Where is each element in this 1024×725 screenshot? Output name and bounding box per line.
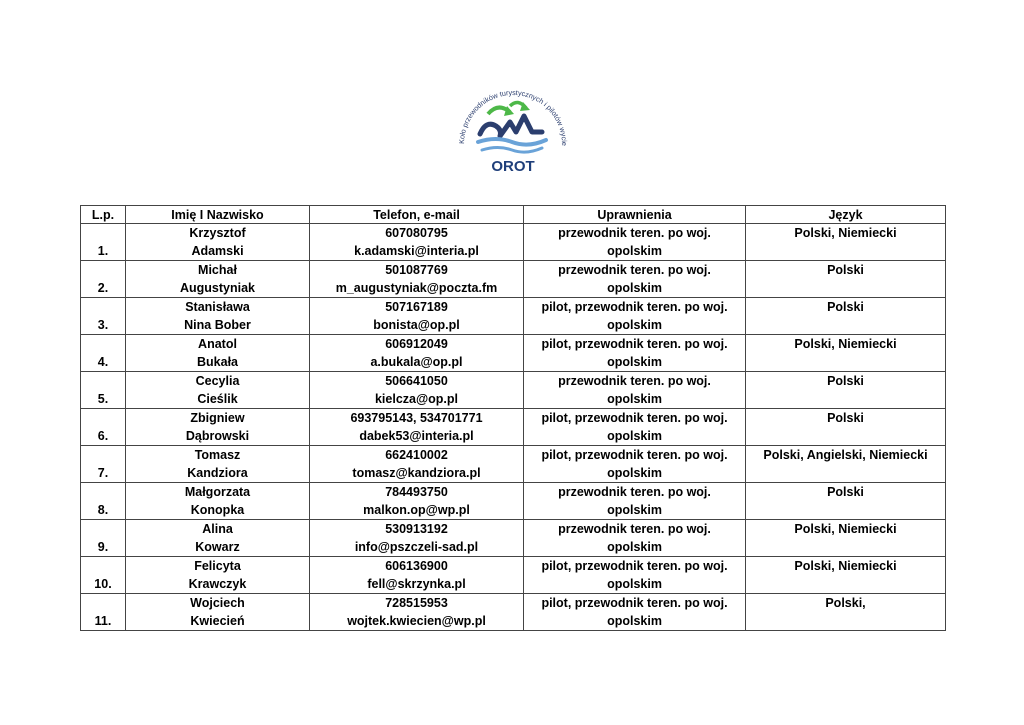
permission-line-1: przewodnik teren. po woj. — [558, 226, 711, 240]
last-name: Kwiecień — [190, 614, 245, 628]
permission-line-1: pilot, przewodnik teren. po woj. — [541, 596, 728, 610]
last-name: Adamski — [191, 244, 244, 258]
guide-name — [126, 298, 310, 335]
first-name: Zbigniew — [190, 411, 245, 425]
permission-line-1: przewodnik teren. po woj. — [558, 374, 711, 388]
row-number — [81, 409, 126, 446]
guide-languages — [746, 335, 946, 372]
guide-name — [126, 224, 310, 261]
guide-contact — [310, 594, 524, 631]
permission-line-2: opolskim — [607, 577, 662, 591]
guide-contact — [310, 409, 524, 446]
language-list: Polski, Niemiecki — [794, 559, 897, 573]
table-row — [81, 557, 946, 594]
row-number — [81, 446, 126, 483]
language-list: Polski, Angielski, Niemiecki — [763, 448, 928, 462]
guide-permissions — [524, 298, 746, 335]
first-name: Wojciech — [190, 596, 245, 610]
email-address: dabek53@interia.pl — [359, 429, 474, 443]
table-row — [81, 446, 946, 483]
row-number-text: 1. — [97, 244, 109, 258]
table-row — [81, 483, 946, 520]
permission-line-2: opolskim — [607, 281, 662, 295]
guide-name — [126, 520, 310, 557]
guide-name — [126, 372, 310, 409]
guide-permissions — [524, 483, 746, 520]
last-name: Nina Bober — [184, 318, 251, 332]
header-lp: L.p. — [81, 206, 126, 224]
guide-languages — [746, 520, 946, 557]
header-permissions: Uprawnienia — [524, 206, 746, 224]
phone-number: 607080795 — [385, 226, 448, 240]
last-name: Dąbrowski — [185, 429, 250, 443]
guide-permissions — [524, 409, 746, 446]
language-list: Polski, Niemiecki — [794, 522, 897, 536]
first-name: Krzysztof — [189, 226, 246, 240]
email-address: fell@skrzynka.pl — [367, 577, 466, 591]
language-list: Polski, — [825, 596, 866, 610]
header-contact: Telefon, e-mail — [310, 206, 524, 224]
guide-languages — [746, 372, 946, 409]
permission-line-1: pilot, przewodnik teren. po woj. — [541, 448, 728, 462]
email-address: bonista@op.pl — [373, 318, 460, 332]
last-name: Augustyniak — [179, 281, 255, 295]
permission-line-1: pilot, przewodnik teren. po woj. — [541, 559, 728, 573]
guide-contact — [310, 335, 524, 372]
email-address: info@pszczeli-sad.pl — [354, 540, 479, 554]
header-name: Imię I Nazwisko — [126, 206, 310, 224]
table-row — [81, 298, 946, 335]
row-number-text: 3. — [97, 318, 109, 332]
table-row — [81, 409, 946, 446]
row-number-text: 5. — [97, 392, 109, 406]
permission-line-2: opolskim — [607, 540, 662, 554]
table-row — [81, 224, 946, 261]
row-number — [81, 224, 126, 261]
row-number-text: 11. — [94, 614, 112, 628]
phone-number: 662410002 — [385, 448, 448, 462]
row-number-text: 6. — [97, 429, 109, 443]
first-name: Stanisława — [185, 300, 250, 314]
first-name: Michał — [198, 263, 237, 277]
permission-line-1: pilot, przewodnik teren. po woj. — [541, 300, 728, 314]
first-name: Małgorzata — [184, 485, 251, 499]
table-row — [81, 594, 946, 631]
last-name: Bukała — [197, 355, 238, 369]
row-number-text: 2. — [97, 281, 109, 295]
last-name: Cieślik — [197, 392, 238, 406]
guide-contact — [310, 261, 524, 298]
permission-line-1: przewodnik teren. po woj. — [558, 485, 711, 499]
email-address: m_augustyniak@poczta.fm — [335, 281, 498, 295]
email-address: wojtek.kwiecien@wp.pl — [347, 614, 486, 628]
row-number-text: 10. — [94, 577, 112, 591]
last-name: Kandziora — [187, 466, 248, 480]
phone-number: 728515953 — [385, 596, 448, 610]
row-number — [81, 372, 126, 409]
first-name: Cecylia — [195, 374, 240, 388]
last-name: Konopka — [190, 503, 245, 517]
language-list: Polski — [827, 263, 864, 277]
row-number — [81, 261, 126, 298]
guide-contact — [310, 298, 524, 335]
guide-name — [126, 483, 310, 520]
first-name: Anatol — [198, 337, 237, 351]
guide-languages — [746, 261, 946, 298]
first-name: Alina — [202, 522, 233, 536]
row-number-text: 8. — [97, 503, 109, 517]
language-list: Polski, Niemiecki — [794, 337, 897, 351]
guide-name — [126, 446, 310, 483]
table-header-row — [81, 206, 946, 224]
guide-languages — [746, 298, 946, 335]
permission-line-2: opolskim — [607, 355, 662, 369]
language-list: Polski, Niemiecki — [794, 226, 897, 240]
guide-permissions — [524, 594, 746, 631]
row-number-text: 9. — [97, 540, 109, 554]
guide-name — [126, 335, 310, 372]
row-number — [81, 594, 126, 631]
guide-permissions — [524, 557, 746, 594]
permission-line-2: opolskim — [607, 466, 662, 480]
guide-languages — [746, 557, 946, 594]
email-address: malkon.op@wp.pl — [363, 503, 470, 517]
logo-arc-text: Koło przewodników turystycznych i pilotów wycie — [456, 87, 570, 146]
table-row — [81, 372, 946, 409]
permission-line-1: pilot, przewodnik teren. po woj. — [541, 337, 728, 351]
guide-name — [126, 261, 310, 298]
language-list: Polski — [827, 300, 864, 314]
phone-number: 606912049 — [385, 337, 448, 351]
guides-table — [80, 205, 946, 631]
permission-line-2: opolskim — [607, 392, 662, 406]
row-number — [81, 520, 126, 557]
guide-contact — [310, 372, 524, 409]
guide-name — [126, 409, 310, 446]
first-name: Tomasz — [194, 448, 241, 462]
phone-number: 606136900 — [385, 559, 448, 573]
guide-contact — [310, 446, 524, 483]
row-number — [81, 335, 126, 372]
guide-contact — [310, 224, 524, 261]
row-number-text: 4. — [97, 355, 109, 369]
guide-languages — [746, 224, 946, 261]
phone-number: 530913192 — [385, 522, 448, 536]
phone-number: 506641050 — [385, 374, 448, 388]
last-name: Kowarz — [195, 540, 240, 554]
guide-contact — [310, 483, 524, 520]
row-number — [81, 557, 126, 594]
row-number-text: 7. — [97, 466, 109, 480]
guide-name — [126, 557, 310, 594]
phone-number: 784493750 — [385, 485, 448, 499]
table-row — [81, 335, 946, 372]
first-name: Felicyta — [194, 559, 241, 573]
svg-text:Koło przewodników turystycznyc — [452, 72, 569, 146]
permission-line-2: opolskim — [607, 244, 662, 258]
guide-permissions — [524, 261, 746, 298]
permission-line-1: przewodnik teren. po woj. — [558, 263, 711, 277]
guide-languages — [746, 409, 946, 446]
permission-line-2: opolskim — [607, 614, 662, 628]
orot-logo — [452, 72, 574, 180]
phone-number: 501087769 — [385, 263, 448, 277]
language-list: Polski — [827, 374, 864, 388]
permission-line-1: przewodnik teren. po woj. — [558, 522, 711, 536]
permission-line-2: opolskim — [607, 318, 662, 332]
logo-name: OROT — [491, 158, 535, 175]
phone-number: 507167189 — [385, 300, 448, 314]
guide-languages — [746, 483, 946, 520]
guide-name — [126, 594, 310, 631]
guide-contact — [310, 520, 524, 557]
phone-number: 693795143, 534701771 — [350, 411, 483, 425]
email-address: a.bukala@op.pl — [370, 355, 463, 369]
guide-permissions — [524, 446, 746, 483]
permission-line-1: pilot, przewodnik teren. po woj. — [541, 411, 728, 425]
row-number — [81, 298, 126, 335]
guide-permissions — [524, 372, 746, 409]
email-address: tomasz@kandziora.pl — [352, 466, 481, 480]
guide-languages — [746, 446, 946, 483]
table-row — [81, 520, 946, 557]
guide-languages — [746, 594, 946, 631]
email-address: kielcza@op.pl — [374, 392, 459, 406]
guide-permissions — [524, 224, 746, 261]
row-number — [81, 483, 126, 520]
last-name: Krawczyk — [188, 577, 247, 591]
header-language: Język — [746, 206, 946, 224]
language-list: Polski — [827, 485, 864, 499]
email-address: k.adamski@interia.pl — [354, 244, 479, 258]
guide-permissions — [524, 335, 746, 372]
language-list: Polski — [827, 411, 864, 425]
permission-line-2: opolskim — [607, 503, 662, 517]
guide-contact — [310, 557, 524, 594]
permission-line-2: opolskim — [607, 429, 662, 443]
table-row — [81, 261, 946, 298]
guide-permissions — [524, 520, 746, 557]
